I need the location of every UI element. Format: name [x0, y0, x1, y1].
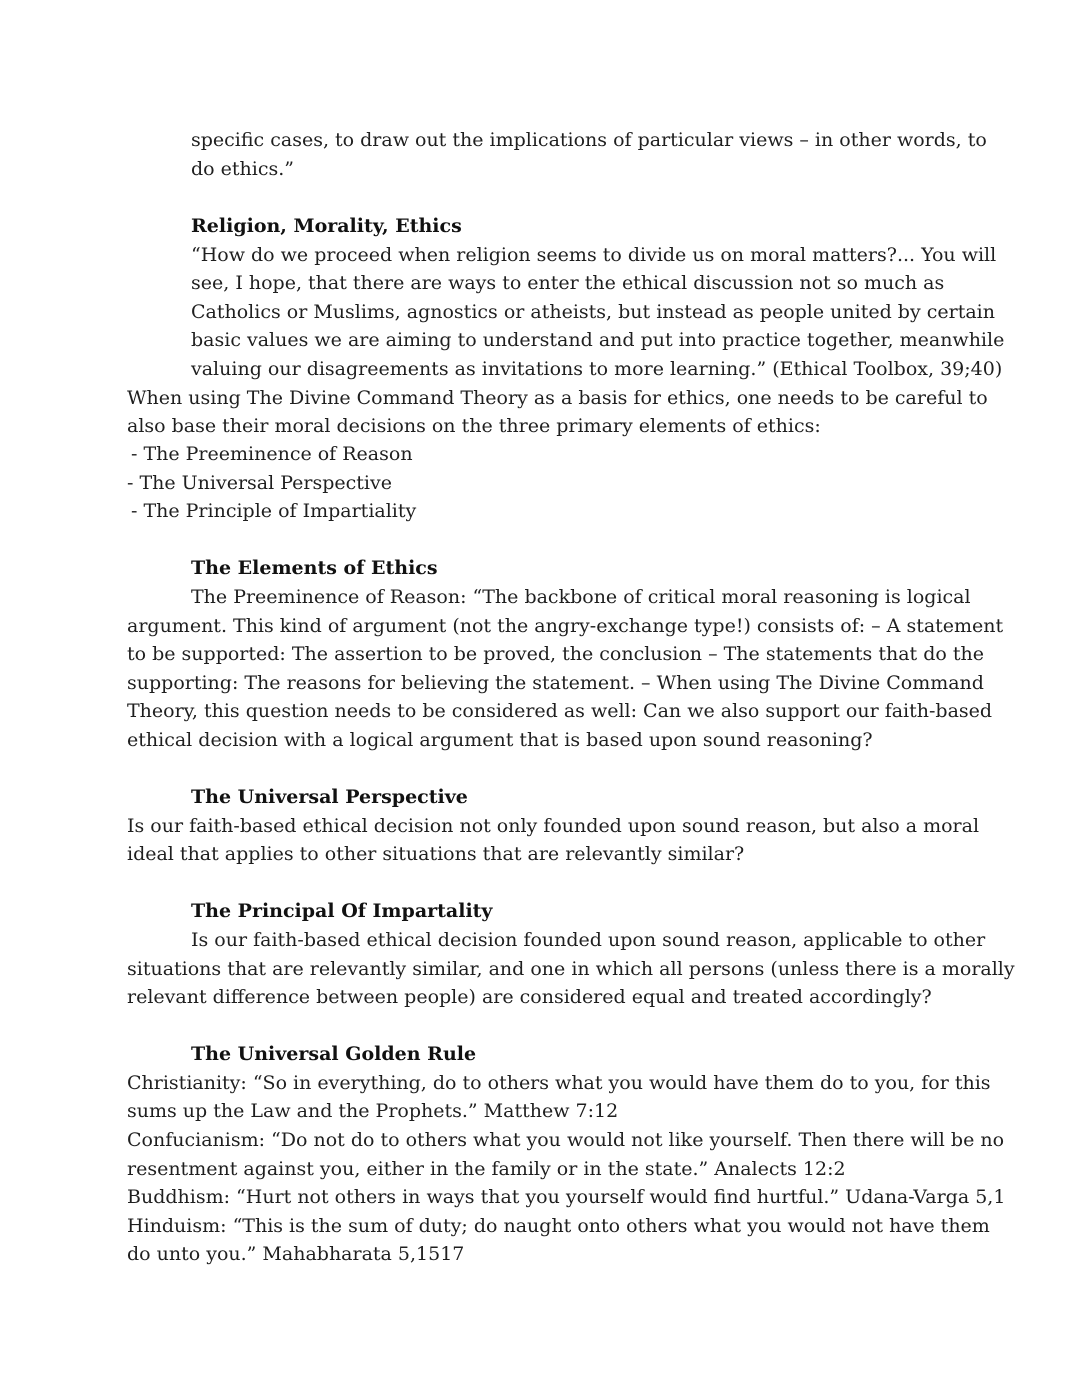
body-line: When using The Divine Command Theory as a basis for ethics, one needs to be careful to: [127, 387, 988, 409]
paragraph-line: relevant difference between people) are considered equal and treated accordingly?: [127, 986, 932, 1008]
list-item: - The Principle of Impartiality: [131, 500, 417, 522]
paragraph-line: do unto you.” Mahabharata 5,1517: [127, 1243, 465, 1265]
paragraph-line: The Preeminence of Reason: “The backbone of critical moral reasoning is logical: [191, 586, 971, 608]
paragraph-line: Is our faith-based ethical decision not only founded upon sound reason, but also a moral: [127, 815, 980, 837]
paragraph-line: Theory, this question needs to be considered as well: Can we also support our faith-based: [127, 700, 993, 722]
quote-line: “How do we proceed when religion seems to divide us on moral matters?... You will: [191, 244, 997, 266]
paragraph-line: supporting: The reasons for believing the statement. – When using The Divine Command: [127, 672, 984, 694]
section-heading-impartiality: The Principal Of Impartality: [191, 900, 493, 922]
paragraph-line: sums up the Law and the Prophets.” Matthew 7:12: [127, 1100, 619, 1122]
section-heading-universal: The Universal Perspective: [191, 786, 468, 808]
section-heading-golden-rule: The Universal Golden Rule: [191, 1043, 477, 1065]
intro-line: do ethics.”: [191, 158, 294, 180]
paragraph-line: Buddhism: “Hurt not others in ways that you yourself would find hurtful.” Udana-Varga 5,1: [127, 1186, 1006, 1208]
paragraph-line: ethical decision with a logical argument that is based upon sound reasoning?: [127, 729, 873, 751]
body-line: also base their moral decisions on the three primary elements of ethics:: [127, 415, 821, 437]
paragraph-line: resentment against you, either in the family or in the state.” Analects 12:2: [127, 1158, 846, 1180]
quote-line: valuing our disagreements as invitations to more learning.” (Ethical Toolbox, 39;40): [191, 358, 1003, 380]
paragraph-line: argument. This kind of argument (not the angry-exchange type!) consists of: – A statement: [127, 615, 1004, 637]
paragraph-line: ideal that applies to other situations that are relevantly similar?: [127, 843, 745, 865]
section-heading-elements: The Elements of Ethics: [191, 557, 438, 579]
quote-line: see, I hope, that there are ways to enter the ethical discussion not so much as: [191, 272, 945, 294]
section-heading-religion: Religion, Morality, Ethics: [191, 215, 462, 237]
paragraph-line: to be supported: The assertion to be proved, the conclusion – The statements that do the: [127, 643, 984, 665]
list-item: - The Preeminence of Reason: [131, 443, 413, 465]
intro-line: specific cases, to draw out the implications of particular views – in other words, to: [191, 129, 987, 151]
paragraph-line: situations that are relevantly similar, and one in which all persons (unless there is a morally: [127, 958, 1015, 980]
paragraph-line: Confucianism: “Do not do to others what you would not like yourself. Then there will be no: [127, 1129, 1005, 1151]
paragraph-line: Hinduism: “This is the sum of duty; do naught onto others what you would not have them: [127, 1215, 990, 1237]
quote-line: Catholics or Muslims, agnostics or atheists, but instead as people united by certain: [191, 301, 995, 323]
paragraph-line: Is our faith-based ethical decision founded upon sound reason, applicable to other: [191, 929, 986, 951]
quote-line: basic values we are aiming to understand and put into practice together, meanwhile: [191, 329, 1005, 351]
paragraph-line: Christianity: “So in everything, do to others what you would have them do to you, for this: [127, 1072, 991, 1094]
list-item: - The Universal Perspective: [127, 472, 392, 494]
